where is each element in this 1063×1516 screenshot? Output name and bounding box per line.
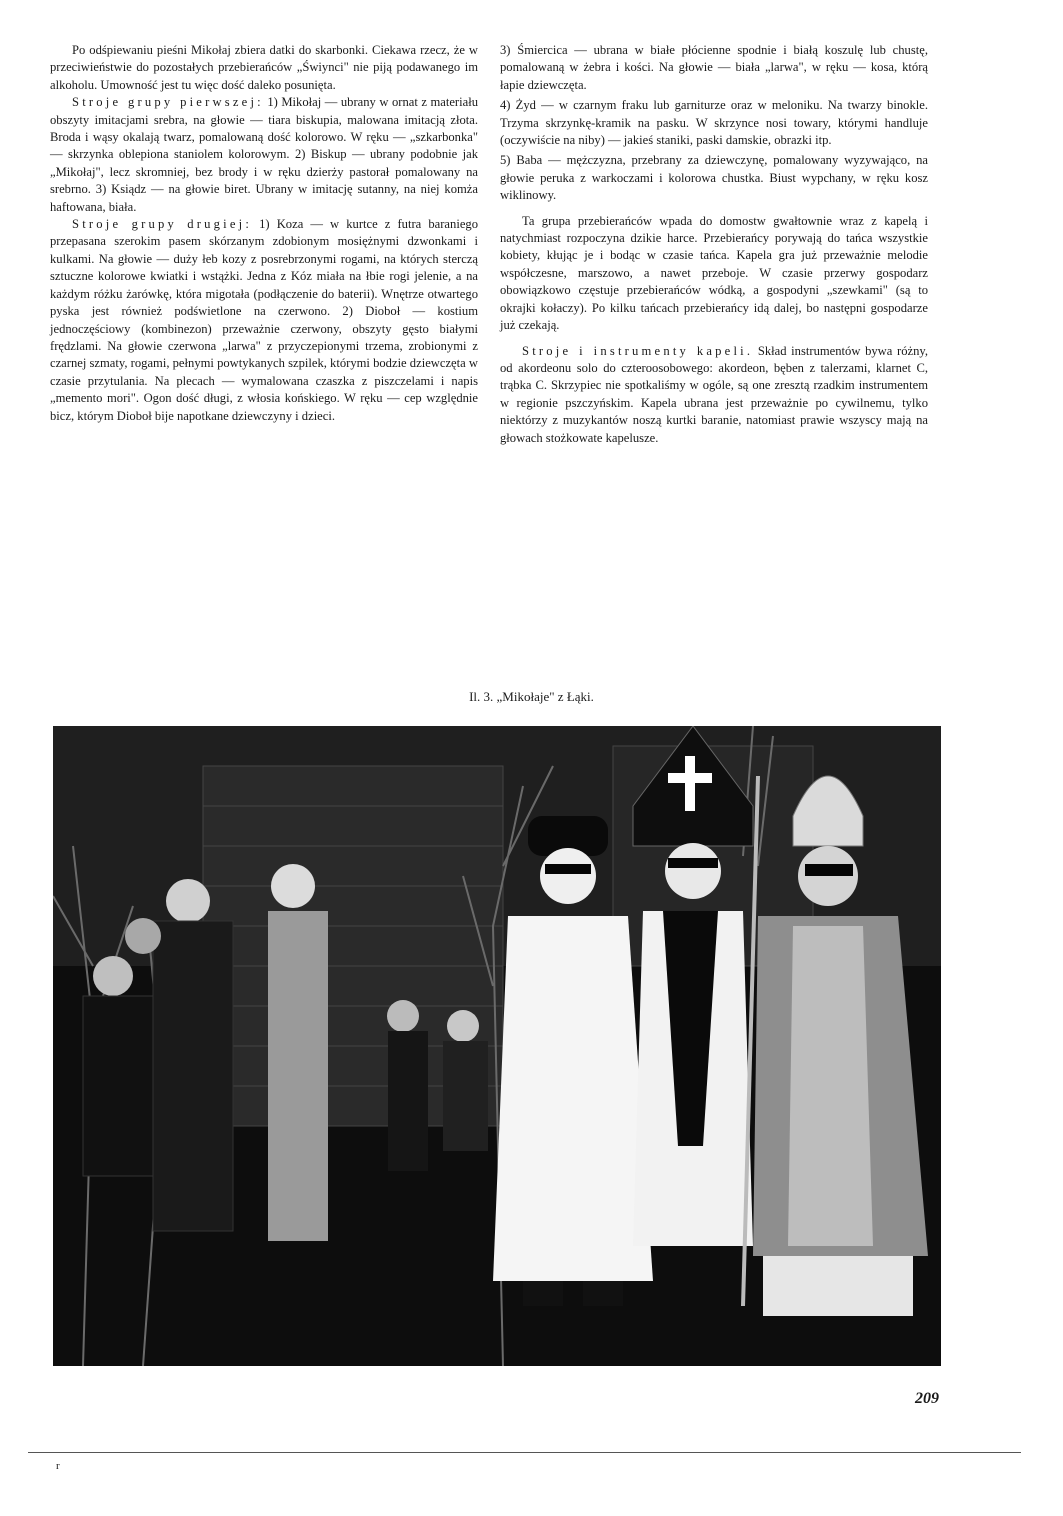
figure-caption: Il. 3. „Mikołaje" z Łąki. <box>469 689 594 704</box>
right-text-column <box>500 42 928 447</box>
costumes-group-two-heading: Stroje grupy drugiej: <box>72 217 253 232</box>
page-number: 209 <box>915 1390 939 1407</box>
paragraph-costumes-group-one <box>50 94 478 216</box>
costume-item-jew: 4) Żyd — w czarnym fraku lub garniturze oraz w meloniku. Na twarzy binokle. Trzyma skrzynkę-kramik na pasku. W skrzynce nosi towary, którymi handluje (oczywiście na niby) — jakieś staniki, paski damskie, obrazki itp. <box>500 98 928 148</box>
band-body: Skład instrumentów bywa różny, od akordeonu solo do czteroosobowego: akordeon, bęben z talerzami, klarnet C, trąbka C. Skrzypiec nie spotkaliśmy w ogóle, są one zresztą rzadkim instrumentem w regionie pszczyńskim. Kapela ubrana jest przeważnie po cywilnemu, tylko niektórzy z muzykantów noszą kurtki baranie, natomiast prawie wszyscy mają na głowach stożkowate kapelusze. <box>500 343 928 445</box>
photo-mikolaje <box>53 726 941 1366</box>
costume-item-death: 3) Śmiercica — ubrana w białe płócienne spodnie i białą koszulę lub chustę, pomalowaną w żebra i kości. Na głowie — biała „larwa", w ręku — kosa, którą łapie dziewczęta. <box>500 43 928 92</box>
paragraph-collection: Po odśpiewaniu pieśni Mikołaj zbiera datki do skarbonki. Ciekawa rzecz, że w przeciwieństwie do pozostałych przebierańców „Świynci" nie piją podawanego im alkoholu. Umowność jest tu więc dość daleko posunięta. <box>50 43 478 92</box>
band-heading: Stroje i instrumenty kapeli. <box>522 343 754 358</box>
costumes-group-one-heading: Stroje grupy pierwszej: <box>72 95 264 110</box>
bottom-mark: r <box>56 1460 60 1472</box>
figure-bishop <box>633 726 758 1306</box>
paragraph-costumes-group-two <box>50 216 478 425</box>
costume-item-baba: 5) Baba — mężczyzna, przebrany za dziewczynę, pomalowany wyzywająco, na głowie peruka z warkoczami i kolorowa chustka. Biust wypchany, w ręku kosz wiklinowy. <box>500 153 928 203</box>
bottom-rule <box>28 1452 1021 1453</box>
paragraph-band <box>500 343 928 447</box>
costumes-group-one-body: 1) Mikołaj — ubrany w ornat z materiału obszyty imitacjami srebra, na głowie — tiara biskupia, malowana imitacją złota. Broda i wąsy okalają twarz, pomalowaną dość kolorowo. W ręku — „szkarbonka" — skrzynka oblepiona staniolem kolorowym. 2) Biskup — ubrany podobnie jak „Mikołaj", lecz skromniej, bez brody i w ręku dzierży pastorał pomalowany na srebrno. 3) Ksiądz — na głowie biret. Ubrany w imitację sutanny, na niej komża haftowana, biała. <box>50 95 478 214</box>
paragraph-group-behaviour: Ta grupa przebierańców wpada do domostw gwałtownie wraz z kapelą i natychmiast rozpoczyna dzikie harce. Przebierańcy porywają do tańca wszystkie kobiety, kłując je i bodąc w czasie tańca. Kapela gra już przeważnie melodie współczesne, marszowo, a nawet przeboje. W czasie przerwy gospodarz obowiązkowo częstuje przebierańców wódką, a gospodyni „szewkami" (są to okrajki kołaczy). Po kilku tańcach przebierańcy idą dalej, bo następni gospodarze już czekają. <box>500 213 928 333</box>
left-text-column <box>50 42 478 425</box>
costumes-group-two-body: 1) Koza — w kurtce z futra baraniego przepasana szerokim pasem skórzanym zdobionym mosiężnymi dzwonkami i kulkami. Na głowie — duży łeb kozy z posrebrzonymi rogami, na których sterczą sztuczne kolorowe kwiatki i wstążki. Jedna z Kóz miała na łbie rogi jelenie, a na każdym różku żarówkę, która migotała (podłączenie do baterii). Wnętrze otwartego pyska jest również podświetlone na czerwono. 2) Dioboł — kostium jednoczęściowy (kombinezon) przeważnie czerwony, obszyty gęsto białymi frędzlami. Na głowie czerwona „larwa" z przyczepionymi trzema, zrobionymi z czarnej szmaty, rogami, pełnymi powtykanych szpilek, którymi bodzie dziewczęta w czasie przytulania. Na plecach — wymalowana czaszka z piszczelami i napis „memento mori". Ogon dość długi, z włosia końskiego. W ręku — cep względnie bicz, którym Dioboł bije napotkane dziewczyny i dzieci. <box>50 217 478 423</box>
